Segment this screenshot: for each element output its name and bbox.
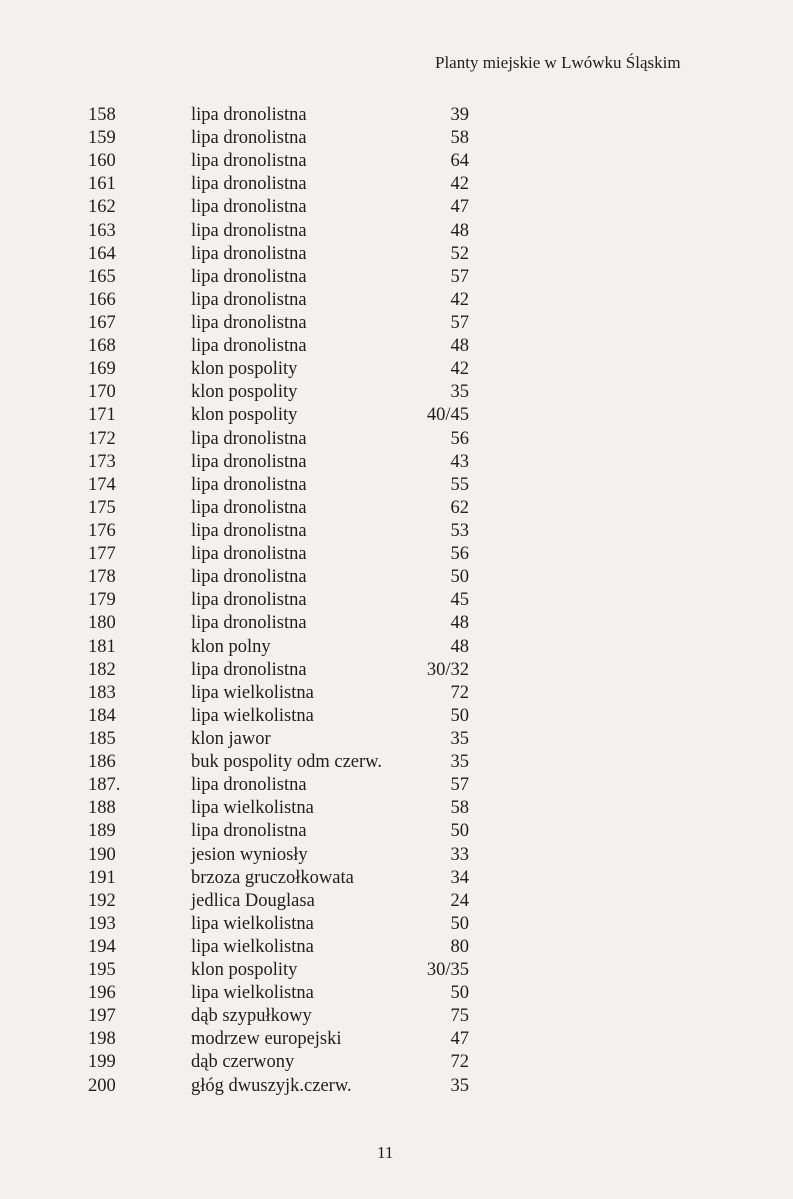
row-number: 194 bbox=[88, 936, 116, 957]
species-name: klon jawor bbox=[191, 728, 271, 749]
row-number: 169 bbox=[88, 359, 116, 380]
row-number: 187. bbox=[88, 775, 121, 796]
row-number: 196 bbox=[88, 983, 116, 1004]
trunk-circumference: 48 bbox=[450, 336, 469, 357]
trunk-circumference: 42 bbox=[450, 359, 469, 380]
species-name: lipa dronolistna bbox=[191, 243, 307, 264]
table-row bbox=[0, 497, 793, 520]
tree-inventory-table bbox=[0, 104, 793, 1098]
species-name: lipa dronolistna bbox=[191, 289, 307, 310]
trunk-circumference: 42 bbox=[450, 174, 469, 195]
trunk-circumference: 57 bbox=[450, 266, 469, 287]
species-name: lipa dronolistna bbox=[191, 312, 307, 333]
species-name: lipa wielkolistna bbox=[191, 983, 314, 1004]
species-name: jesion wyniosły bbox=[191, 844, 308, 865]
row-number: 191 bbox=[88, 867, 116, 888]
species-name: lipa wielkolistna bbox=[191, 913, 314, 934]
row-number: 199 bbox=[88, 1052, 116, 1073]
trunk-circumference: 42 bbox=[450, 289, 469, 310]
row-number: 188 bbox=[88, 798, 116, 819]
row-number: 179 bbox=[88, 590, 116, 611]
row-number: 165 bbox=[88, 266, 116, 287]
table-row bbox=[0, 196, 793, 219]
row-number: 181 bbox=[88, 636, 116, 657]
table-row bbox=[0, 728, 793, 751]
table-row bbox=[0, 335, 793, 358]
trunk-circumference: 58 bbox=[450, 128, 469, 149]
species-name: lipa wielkolistna bbox=[191, 936, 314, 957]
table-row bbox=[0, 612, 793, 635]
species-name: modrzew europejski bbox=[191, 1029, 342, 1050]
table-row bbox=[0, 1005, 793, 1028]
trunk-circumference: 35 bbox=[450, 728, 469, 749]
table-row bbox=[0, 381, 793, 404]
row-number: 172 bbox=[88, 428, 116, 449]
trunk-circumference: 43 bbox=[450, 451, 469, 472]
table-row bbox=[0, 820, 793, 843]
row-number: 168 bbox=[88, 336, 116, 357]
row-number: 178 bbox=[88, 567, 116, 588]
row-number: 180 bbox=[88, 613, 116, 634]
species-name: klon pospolity bbox=[191, 405, 298, 426]
species-name: lipa wielkolistna bbox=[191, 798, 314, 819]
table-row bbox=[0, 566, 793, 589]
species-name: lipa dronolistna bbox=[191, 451, 307, 472]
trunk-circumference: 53 bbox=[450, 520, 469, 541]
species-name: dąb czerwony bbox=[191, 1052, 295, 1073]
table-row bbox=[0, 173, 793, 196]
table-row bbox=[0, 1051, 793, 1074]
trunk-circumference: 33 bbox=[450, 844, 469, 865]
row-number: 195 bbox=[88, 960, 116, 981]
species-name: klon polny bbox=[191, 636, 271, 657]
species-name: lipa dronolistna bbox=[191, 659, 307, 680]
species-name: lipa dronolistna bbox=[191, 428, 307, 449]
row-number: 163 bbox=[88, 220, 116, 241]
row-number: 166 bbox=[88, 289, 116, 310]
trunk-circumference: 50 bbox=[450, 983, 469, 1004]
species-name: lipa dronolistna bbox=[191, 151, 307, 172]
species-name: klon pospolity bbox=[191, 960, 298, 981]
table-row bbox=[0, 589, 793, 612]
species-name: lipa dronolistna bbox=[191, 174, 307, 195]
page-number: 11 bbox=[377, 1143, 394, 1162]
trunk-circumference: 45 bbox=[450, 590, 469, 611]
table-row bbox=[0, 751, 793, 774]
row-number: 160 bbox=[88, 151, 116, 172]
table-row bbox=[0, 312, 793, 335]
row-number: 185 bbox=[88, 728, 116, 749]
table-row bbox=[0, 520, 793, 543]
trunk-circumference: 80 bbox=[450, 936, 469, 957]
species-name: lipa dronolistna bbox=[191, 474, 307, 495]
table-row bbox=[0, 844, 793, 867]
table-row bbox=[0, 474, 793, 497]
trunk-circumference: 72 bbox=[450, 1052, 469, 1073]
trunk-circumference: 50 bbox=[450, 705, 469, 726]
trunk-circumference: 35 bbox=[450, 382, 469, 403]
table-row bbox=[0, 358, 793, 381]
trunk-circumference: 57 bbox=[450, 312, 469, 333]
species-name: lipa dronolistna bbox=[191, 497, 307, 518]
species-name: lipa dronolistna bbox=[191, 567, 307, 588]
table-row bbox=[0, 774, 793, 797]
row-number: 193 bbox=[88, 913, 116, 934]
table-row bbox=[0, 404, 793, 427]
trunk-circumference: 56 bbox=[450, 428, 469, 449]
row-number: 198 bbox=[88, 1029, 116, 1050]
row-number: 189 bbox=[88, 821, 116, 842]
species-name: brzoza gruczołkowata bbox=[191, 867, 354, 888]
trunk-circumference: 57 bbox=[450, 775, 469, 796]
row-number: 159 bbox=[88, 128, 116, 149]
row-number: 171 bbox=[88, 405, 116, 426]
row-number: 162 bbox=[88, 197, 116, 218]
trunk-circumference: 56 bbox=[450, 544, 469, 565]
species-name: lipa dronolistna bbox=[191, 544, 307, 565]
trunk-circumference: 64 bbox=[450, 151, 469, 172]
trunk-circumference: 55 bbox=[450, 474, 469, 495]
species-name: lipa dronolistna bbox=[191, 336, 307, 357]
species-name: jedlica Douglasa bbox=[191, 890, 315, 911]
row-number: 173 bbox=[88, 451, 116, 472]
trunk-circumference: 62 bbox=[450, 497, 469, 518]
species-name: lipa dronolistna bbox=[191, 220, 307, 241]
row-number: 182 bbox=[88, 659, 116, 680]
species-name: buk pospolity odm czerw. bbox=[191, 752, 382, 773]
species-name: dąb szypułkowy bbox=[191, 1006, 312, 1027]
table-row bbox=[0, 936, 793, 959]
species-name: głóg dwuszyjk.czerw. bbox=[191, 1075, 352, 1096]
trunk-circumference: 40/45 bbox=[426, 405, 469, 426]
table-row bbox=[0, 243, 793, 266]
row-number: 175 bbox=[88, 497, 116, 518]
table-row bbox=[0, 220, 793, 243]
species-name: lipa dronolistna bbox=[191, 105, 307, 125]
trunk-circumference: 47 bbox=[450, 197, 469, 218]
table-row bbox=[0, 150, 793, 173]
trunk-circumference: 35 bbox=[450, 1075, 469, 1096]
table-row bbox=[0, 543, 793, 566]
table-row bbox=[0, 982, 793, 1005]
row-number: 190 bbox=[88, 844, 116, 865]
row-number: 161 bbox=[88, 174, 116, 195]
trunk-circumference: 50 bbox=[450, 913, 469, 934]
trunk-circumference: 48 bbox=[450, 636, 469, 657]
table-row bbox=[0, 1028, 793, 1051]
row-number: 164 bbox=[88, 243, 116, 264]
row-number: 167 bbox=[88, 312, 116, 333]
trunk-circumference: 48 bbox=[450, 613, 469, 634]
trunk-circumference: 30/35 bbox=[426, 960, 469, 981]
trunk-circumference: 48 bbox=[450, 220, 469, 241]
species-name: lipa dronolistna bbox=[191, 775, 307, 796]
table-row bbox=[0, 636, 793, 659]
row-number: 183 bbox=[88, 682, 116, 703]
species-name: lipa wielkolistna bbox=[191, 705, 314, 726]
trunk-circumference: 34 bbox=[450, 867, 469, 888]
trunk-circumference: 50 bbox=[450, 821, 469, 842]
running-header: Planty miejskie w Lwówku Śląskim bbox=[435, 53, 681, 72]
trunk-circumference: 52 bbox=[450, 243, 469, 264]
trunk-circumference: 30/32 bbox=[426, 659, 469, 680]
trunk-circumference: 72 bbox=[450, 682, 469, 703]
trunk-circumference: 50 bbox=[450, 567, 469, 588]
table-row bbox=[0, 428, 793, 451]
row-number: 184 bbox=[88, 705, 116, 726]
table-row bbox=[0, 913, 793, 936]
table-row bbox=[0, 451, 793, 474]
trunk-circumference: 47 bbox=[450, 1029, 469, 1050]
trunk-circumference: 24 bbox=[450, 890, 469, 911]
table-row bbox=[0, 659, 793, 682]
species-name: klon pospolity bbox=[191, 382, 298, 403]
trunk-circumference: 75 bbox=[450, 1006, 469, 1027]
trunk-circumference: 39 bbox=[450, 105, 469, 125]
species-name: lipa dronolistna bbox=[191, 197, 307, 218]
species-name: lipa wielkolistna bbox=[191, 682, 314, 703]
table-row bbox=[0, 959, 793, 982]
trunk-circumference: 58 bbox=[450, 798, 469, 819]
table-row bbox=[0, 104, 793, 127]
table-row bbox=[0, 867, 793, 890]
row-number: 192 bbox=[88, 890, 116, 911]
species-name: klon pospolity bbox=[191, 359, 298, 380]
table-row bbox=[0, 705, 793, 728]
row-number: 177 bbox=[88, 544, 116, 565]
table-row bbox=[0, 127, 793, 150]
trunk-circumference: 35 bbox=[450, 752, 469, 773]
row-number: 174 bbox=[88, 474, 116, 495]
table-row bbox=[0, 266, 793, 289]
table-row bbox=[0, 890, 793, 913]
species-name: lipa dronolistna bbox=[191, 821, 307, 842]
species-name: lipa dronolistna bbox=[191, 590, 307, 611]
species-name: lipa dronolistna bbox=[191, 520, 307, 541]
row-number: 170 bbox=[88, 382, 116, 403]
table-row bbox=[0, 1075, 793, 1098]
species-name: lipa dronolistna bbox=[191, 266, 307, 287]
species-name: lipa dronolistna bbox=[191, 613, 307, 634]
row-number: 176 bbox=[88, 520, 116, 541]
row-number: 158 bbox=[88, 105, 116, 125]
row-number: 197 bbox=[88, 1006, 116, 1027]
row-number: 186 bbox=[88, 752, 116, 773]
species-name: lipa dronolistna bbox=[191, 128, 307, 149]
table-row bbox=[0, 289, 793, 312]
row-number: 200 bbox=[88, 1075, 116, 1096]
table-row bbox=[0, 682, 793, 705]
table-row bbox=[0, 797, 793, 820]
